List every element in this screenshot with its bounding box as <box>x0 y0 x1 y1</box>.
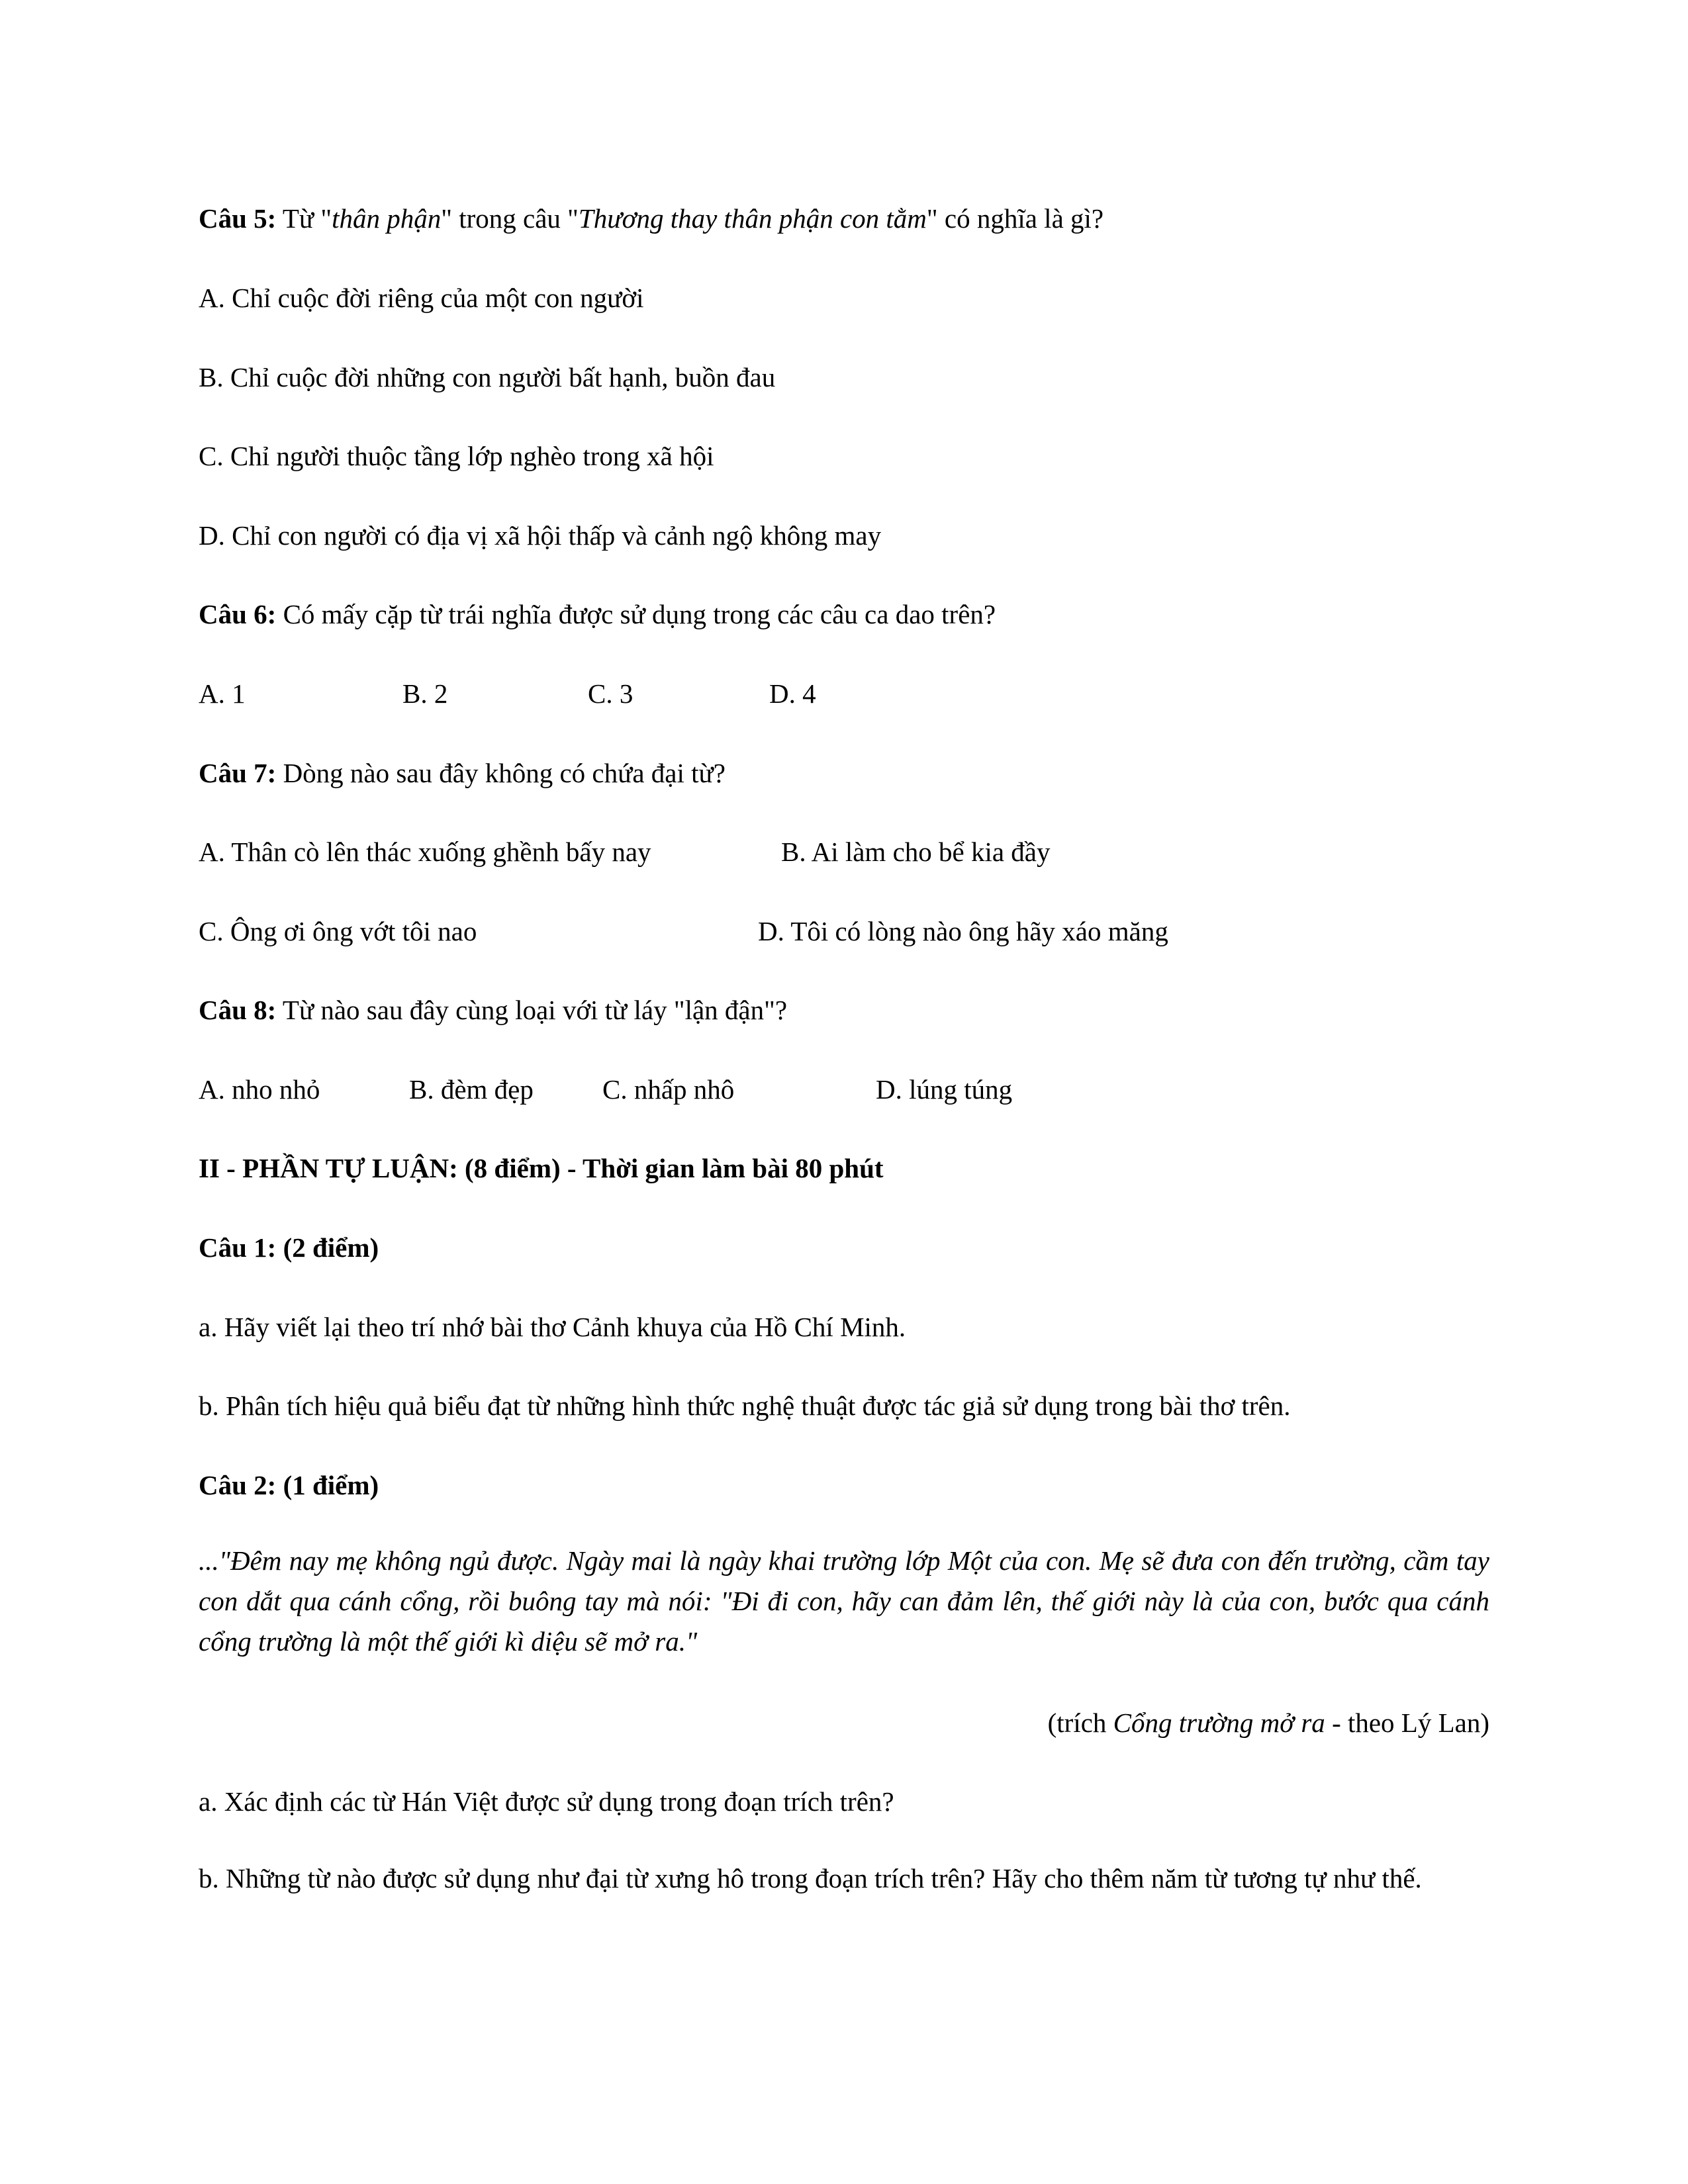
question-6-text: Có mấy cặp từ trái nghĩa được sử dụng trong các câu ca dao trên? <box>276 599 996 629</box>
question-5-option-d: D. Chỉ con người có địa vị xã hội thấp và cảnh ngộ không may <box>199 520 882 551</box>
essay-2-citation <box>1048 1706 1489 1739</box>
question-7-option-b: B. Ai làm cho bể kia đầy <box>781 837 1051 867</box>
essay-2-part-a: a. Xác định các từ Hán Việt được sử dụng trong đoạn trích trên? <box>199 1786 894 1817</box>
question-7-text: Dòng nào sau đây không có chứa đại từ? <box>276 758 726 788</box>
question-5-option-b: B. Chỉ cuộc đời những con người bất hạnh, buồn đau <box>199 362 776 392</box>
question-5-text-3: " có nghĩa là gì? <box>926 203 1104 234</box>
part-2-heading: II - PHẦN TỰ LUẬN: (8 điểm) - Thời gian làm bài 80 phút <box>199 1153 884 1183</box>
question-6-option-a: A. 1 <box>199 678 246 709</box>
essay-1-label: Câu 1: (2 điểm) <box>199 1232 379 1263</box>
question-8 <box>199 993 787 1026</box>
citation-title: Cổng trường mở ra <box>1113 1707 1325 1738</box>
essay-2-label: Câu 2: (1 điểm) <box>199 1470 379 1500</box>
question-8-option-c: C. nhấp nhô <box>602 1074 735 1105</box>
essay-1-part-a: a. Hãy viết lại theo trí nhớ bài thơ Cảnh khuya của Hồ Chí Minh. <box>199 1312 906 1342</box>
citation-suffix: - theo Lý Lan) <box>1325 1707 1489 1738</box>
exam-page <box>199 0 1489 2184</box>
essay-2-excerpt: ..."Đêm nay mẹ không ngủ được. Ngày mai là ngày khai trường lớp Một của con. Mẹ sẽ đưa con đến trường, cầm tay con dắt qua cánh cổng, rồi buông tay mà nói: "Đi đi con, hãy can đảm lên, thế giới này là của con, bước qua cánh cổng trường là một thế giới kì diệu sẽ mở ra." <box>199 1545 1489 1657</box>
question-8-text: Từ nào sau đây cùng loại với từ láy "lận đận"? <box>276 995 788 1025</box>
question-7-option-d: D. Tôi có lòng nào ông hãy xáo măng <box>758 916 1168 946</box>
essay-1-part-b: b. Phân tích hiệu quả biểu đạt từ những hình thức nghệ thuật được tác giả sử dụng trong bài thơ trên. <box>199 1390 1291 1421</box>
question-7 <box>199 756 726 790</box>
question-8-option-a: A. nho nhỏ <box>199 1074 320 1105</box>
question-5-label: Câu 5: <box>199 203 277 234</box>
question-6 <box>199 598 996 631</box>
essay-2-part-b: b. Những từ nào được sử dụng như đại từ xưng hô trong đoạn trích trên? Hãy cho thêm năm từ tương tự như thế. <box>199 1863 1422 1893</box>
question-5 <box>199 202 1103 235</box>
question-5-option-a: A. Chỉ cuộc đời riêng của một con người <box>199 283 644 313</box>
question-8-label: Câu 8: <box>199 995 277 1025</box>
question-6-label: Câu 6: <box>199 599 277 629</box>
question-5-text-2: " trong câu " <box>441 203 579 234</box>
question-7-label: Câu 7: <box>199 758 277 788</box>
question-5-word: thân phận <box>332 203 442 234</box>
question-7-option-c: C. Ông ơi ông vớt tôi nao <box>199 916 477 946</box>
citation-prefix: (trích <box>1047 1707 1113 1738</box>
question-8-option-b: B. đèm đẹp <box>409 1074 534 1105</box>
question-5-option-c: C. Chỉ người thuộc tầng lớp nghèo trong xã hội <box>199 441 714 471</box>
question-8-option-d: D. lúng túng <box>876 1074 1013 1105</box>
question-6-option-d: D. 4 <box>769 678 816 709</box>
question-5-sentence: Thương thay thân phận con tằm <box>578 203 927 234</box>
question-7-option-a: A. Thân cò lên thác xuống ghềnh bấy nay <box>199 837 651 867</box>
question-6-option-b: B. 2 <box>402 678 448 709</box>
question-5-text-1: Từ " <box>276 203 332 234</box>
question-6-option-c: C. 3 <box>588 678 633 709</box>
